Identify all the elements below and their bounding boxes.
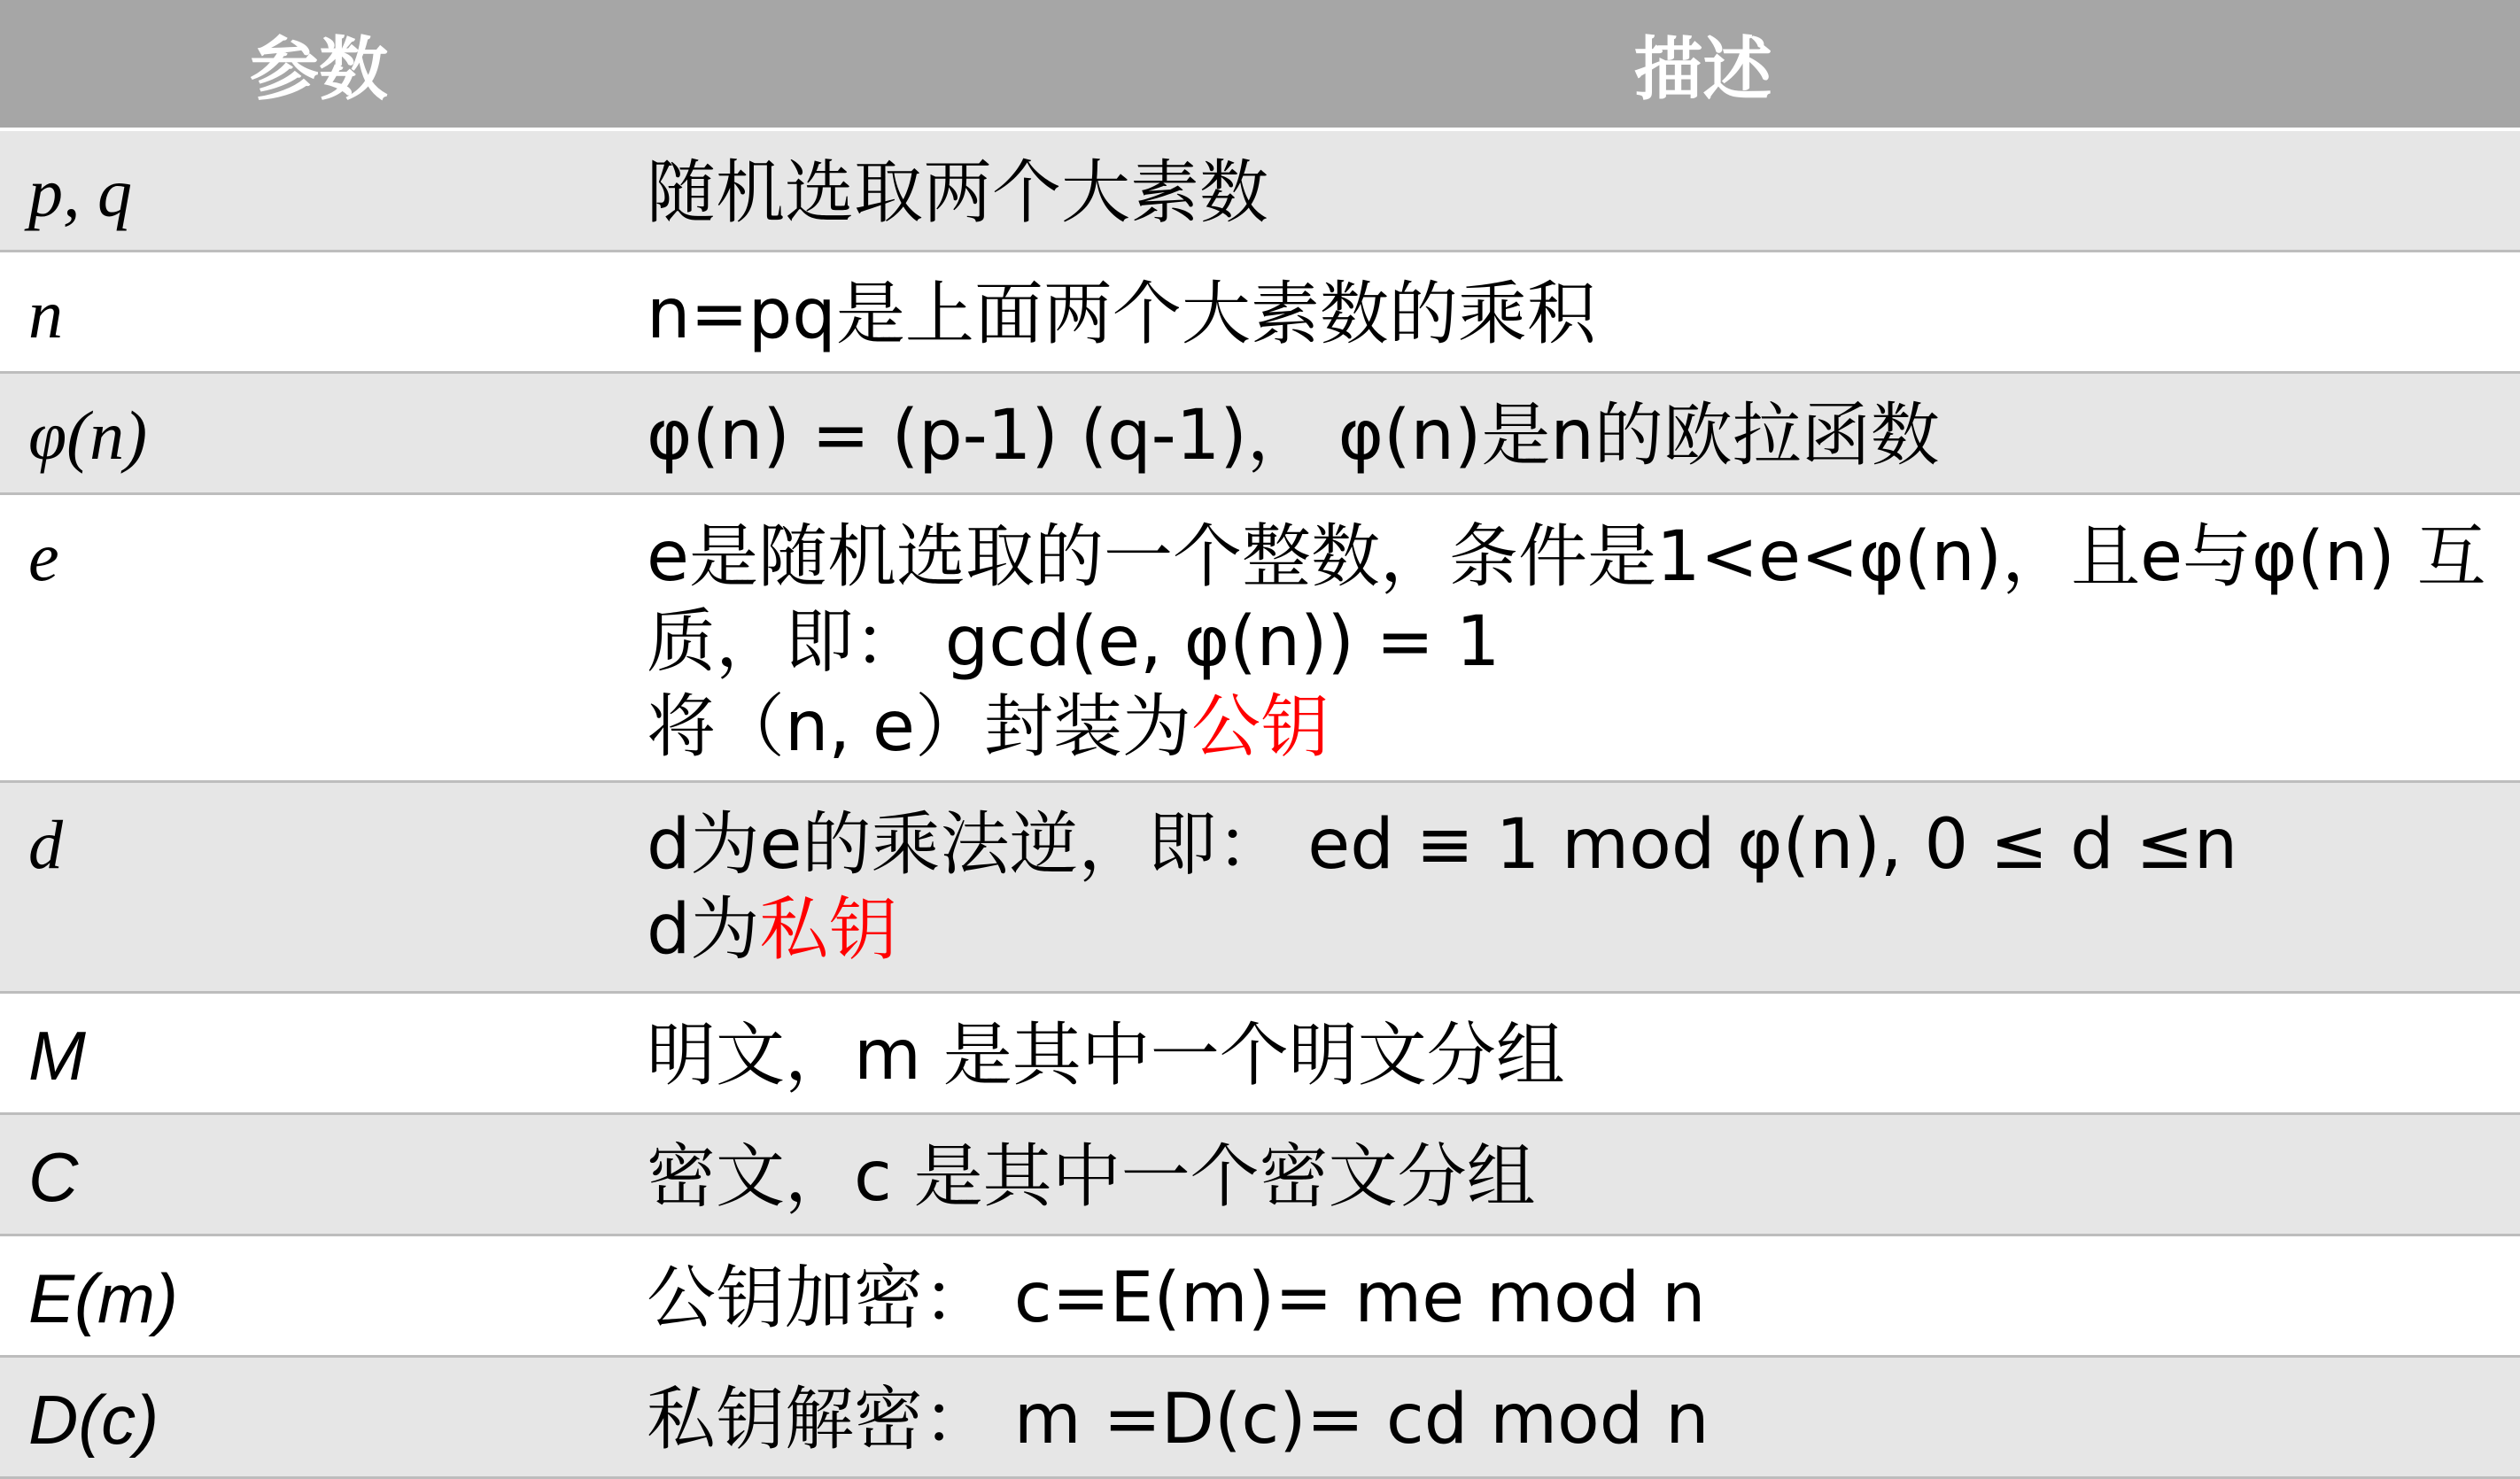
param-cell: M [0, 992, 638, 1113]
param-cell: D(c) [0, 1356, 638, 1477]
header-description: 描述 [638, 0, 2520, 129]
description-cell [638, 1235, 2520, 1356]
description-line: 随机选取两个大素数 [647, 153, 1269, 233]
description-cell [638, 373, 2520, 494]
description-line: e是随机选取的一个整数，条件是1<e<φ(n)，且e与φ(n) 互 [647, 517, 2486, 598]
table-row [0, 373, 2520, 494]
description-text: d为 [647, 890, 760, 971]
table-row [0, 252, 2520, 373]
description-cell [638, 1113, 2520, 1235]
table-row [0, 129, 2520, 252]
param-cell: n [0, 252, 638, 373]
description-cell [638, 782, 2520, 992]
header-param: 参数 [0, 0, 638, 129]
description-line: 明文，m 是其中一个明文分组 [647, 1015, 1565, 1096]
description-text: 将（n, e）封装为 [647, 687, 1192, 768]
private-key-highlight: 私钥 [759, 890, 898, 971]
param-cell: p, q [0, 129, 638, 252]
param-cell: φ(n) [0, 373, 638, 494]
description-cell [638, 494, 2520, 782]
table-row [0, 782, 2520, 992]
description-cell [638, 1356, 2520, 1477]
description-cell [638, 129, 2520, 252]
table-header-row [0, 0, 2520, 129]
description-cell [638, 992, 2520, 1113]
param-cell: C [0, 1113, 638, 1235]
description-line [647, 887, 2502, 972]
description-line: 质，即： gcd(e, φ(n)) = 1 [647, 602, 1500, 683]
description-line: d为e的乘法逆，即： ed ≡ 1 mod φ(n), 0 ≤ d ≤n [647, 805, 2238, 886]
description-line: φ(n) = (p-1) (q-1)， φ(n)是n的欧拉函数 [647, 396, 1940, 476]
table-row [0, 992, 2520, 1113]
param-cell: e [0, 494, 638, 782]
description-line: 公钥加密： c=E(m)= me mod n [647, 1258, 1706, 1338]
table-row [0, 1113, 2520, 1235]
description-line [647, 685, 2502, 770]
param-cell: E(m) [0, 1235, 638, 1356]
description-line: 密文，c 是其中一个密文分组 [647, 1136, 1536, 1217]
description-line: n=pq是上面两个大素数的乘积 [647, 275, 1596, 355]
table-row [0, 494, 2520, 782]
description-line: 私钥解密： m =D(c)= cd mod n [647, 1379, 1710, 1460]
table-row [0, 1356, 2520, 1477]
table-row [0, 1235, 2520, 1356]
param-cell: d [0, 782, 638, 992]
public-key-highlight: 公钥 [1191, 687, 1330, 768]
description-cell [638, 252, 2520, 373]
